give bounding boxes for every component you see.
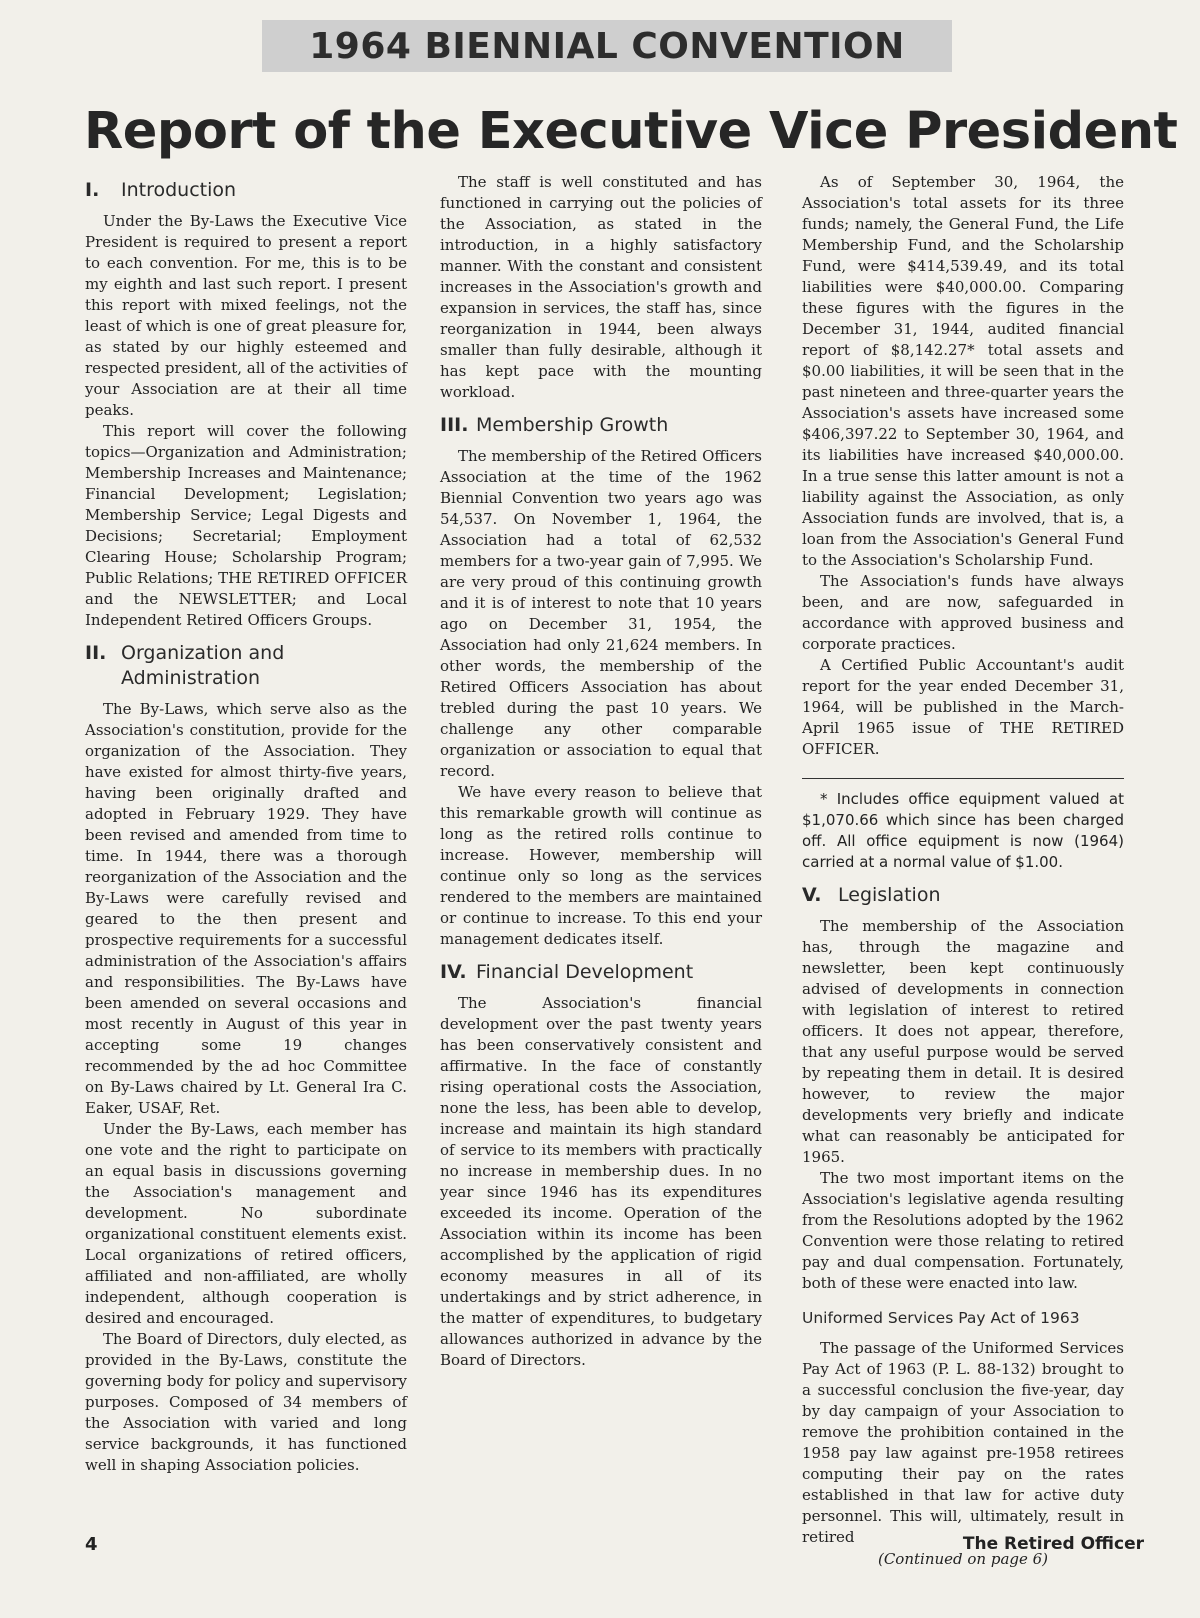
paragraph: The membership of the Association has, through the magazine and newsletter, been kept continuously advised of developments in connection with legislation of interest to retired officers. It does not appear, therefore, that any useful purpose would be served by repeating them in detail. It is desired however, to review the major developments very briefly and indicate what can reasonably be anticipated for 1965. xyxy=(802,917,1124,1166)
section-title: Legislation xyxy=(838,884,941,906)
section-heading-financial-development xyxy=(440,960,762,985)
section-number: IV. xyxy=(440,961,467,983)
section-title-continued: Administration xyxy=(121,667,261,689)
paragraph: The two most important items on the Association's legislative agenda resulting from the Resolutions adopted by the 1962 Convention were those relating to retired pay and dual compensation. Fortunately, both of these were enacted into law. xyxy=(802,1169,1124,1292)
paragraph: The passage of the Uniformed Services Pay Act of 1963 (P. L. 88-132) brought to a successful conclusion the five-year, day by day campaign of your Association to remove the prohibition contained in the 1958 pay law against pre-1958 retirees computing their pay on the rates established in that law for active duty personnel. This will, ultimately, result in retired xyxy=(802,1339,1124,1546)
section-number: II. xyxy=(85,642,107,664)
paragraph: The Board of Directors, duly elected, as provided in the By-Laws, constitute the governing body for policy and supervisory purposes. Composed of 34 members of the Association with varied and long service backgrounds, it has functioned well in shaping Association policies. xyxy=(85,1330,407,1474)
footnote: * Includes office equipment valued at $1,070.66 which since has been charged off. All office equipment is now (1964) carried at a normal value of $1.00. xyxy=(802,790,1124,871)
paragraph: The staff is well constituted and has functioned in carrying out the policies of the Association, as stated in the introduction, in a highly satisfactory manner. With the constant and consistent increases in the Association's growth and expansion in services, the staff has, since reorganization in 1944, been always smaller than fully desirable, although it has kept pace with the mounting workload. xyxy=(440,173,762,401)
page-number: 4 xyxy=(85,1534,98,1555)
paragraph: The By-Laws, which serve also as the Association's constitution, provide for the organization of the Association. They have existed for almost thirty-five years, having been originally drafted and adopted in February 1929. They have been revised and amended from time to time. In 1944, there was a thorough reorganization of the Association and the By-Laws were carefully revised and geared to the then present and prospective requirements for a successful administration of the Association's affairs and responsibilities. The By-Laws have been amended on several occasions and most recently in August of this year in accepting some 19 changes recommended by the ad hoc Committee on By-Laws chaired by Lt. General Ira C. Eaker, USAF, Ret. xyxy=(85,700,407,1117)
footnote-divider xyxy=(802,778,1124,779)
paragraph: As of September 30, 1964, the Association's total assets for its three funds; namely, the General Fund, the Life Membership Fund, and the Scholarship Fund, were $414,539.49, and its total liabilities were $40,000.00. Comparing these figures with the figures in the December 31, 1944, audited financial report of $8,142.27* total assets and $0.00 liabilities, it will be seen that in the past nineteen and three-quarter years the Association's assets have increased some $406,397.22 to September 30, 1964, and its liabilities have increased $40,000.00. In a true sense this latter amount is not a liability against the Association, as only Association funds are involved, that is, a loan from the Association's General Fund to the Association's Scholarship Fund. xyxy=(802,173,1124,569)
section-heading-membership-growth xyxy=(440,413,762,438)
section-heading-introduction xyxy=(85,178,407,203)
section-number: I. xyxy=(85,179,100,201)
paragraph: Under the By-Laws the Executive Vice President is required to present a report to each convention. For me, this is to be my eighth and last such report. I present this report with mixed feelings, not the least of which is one of great pleasure for, as stated by our highly esteemed and respected president, all of the activities of your Association are at their all time peaks. xyxy=(85,212,407,419)
continued-notice: (Continued on page 6) xyxy=(877,1550,1049,1568)
section-title: Financial Development xyxy=(476,961,694,983)
section-title: Organization and xyxy=(121,642,285,664)
column-2 xyxy=(440,172,762,1371)
convention-banner: 1964 BIENNIAL CONVENTION xyxy=(262,20,952,72)
section-heading-legislation xyxy=(802,883,1124,908)
subheading-pay-act: Uniformed Services Pay Act of 1963 xyxy=(802,1309,1080,1327)
paragraph: This report will cover the following topics—Organization and Administration; Membership Increases and Maintenance; Financial Development; Legislation; Membership Service; Legal Digests and Decisions; Secretarial; Employment Clearing House; Scholarship Program; Public Relations; THE RETIRED OFFICER and the NEWSLETTER; and Local Independent Retired Officers Groups. xyxy=(85,422,407,629)
publication-title: The Retired Officer xyxy=(962,1534,1144,1554)
paragraph: We have every reason to believe that this remarkable growth will continue as long as the retired rolls continue to increase. However, membership will continue only so long as the services rendered to the members are maintained or continue to increase. To this end your management dedicates itself. xyxy=(440,783,762,948)
paragraph: The Association's financial development over the past twenty years has been conservatively consistent and affirmative. In the face of constantly rising operational costs the Association, none the less, has been able to develop, increase and maintain its high standard of service to its members with practically no increase in membership dues. In no year since 1946 has its expenditures exceeded its income. Operation of the Association within its income has been accomplished by the application of rigid economy measures in all of its undertakings and by strict adherence, in the matter of expenditures, to budgetary allowances authorized in advance by the Board of Directors. xyxy=(440,994,762,1369)
paragraph: Under the By-Laws, each member has one vote and the right to participate on an equal basis in discussions governing the Association's management and development. No subordinate organizational constituent elements exist. Local organizations of retired officers, affiliated and non-affiliated, are wholly independent, although cooperation is desired and encouraged. xyxy=(85,1120,407,1327)
column-1 xyxy=(85,172,407,1476)
section-title: Membership Growth xyxy=(476,414,669,436)
section-title: Introduction xyxy=(121,179,237,201)
column-3 xyxy=(802,172,1124,1568)
section-number: III. xyxy=(440,414,469,436)
paragraph: A Certified Public Accountant's audit report for the year ended December 31, 1964, will be published in the March-April 1965 issue of THE RETIRED OFFICER. xyxy=(802,656,1124,758)
section-heading-organization xyxy=(85,641,407,691)
section-number: V. xyxy=(802,884,822,906)
paragraph: The membership of the Retired Officers Association at the time of the 1962 Biennial Convention two years ago was 54,537. On November 1, 1964, the Association had a total of 62,532 members for a two-year gain of 7,995. We are very proud of this continuing growth and it is of interest to note that 10 years ago on December 31, 1954, the Association had only 21,624 members. In other words, the membership of the Retired Officers Association has about trebled during the past 10 years. We challenge any other comparable organization or association to equal that record. xyxy=(440,447,762,780)
paragraph: The Association's funds have always been, and are now, safeguarded in accordance with approved business and corporate practices. xyxy=(802,572,1124,653)
page-title: Report of the Executive Vice President xyxy=(84,102,1178,161)
